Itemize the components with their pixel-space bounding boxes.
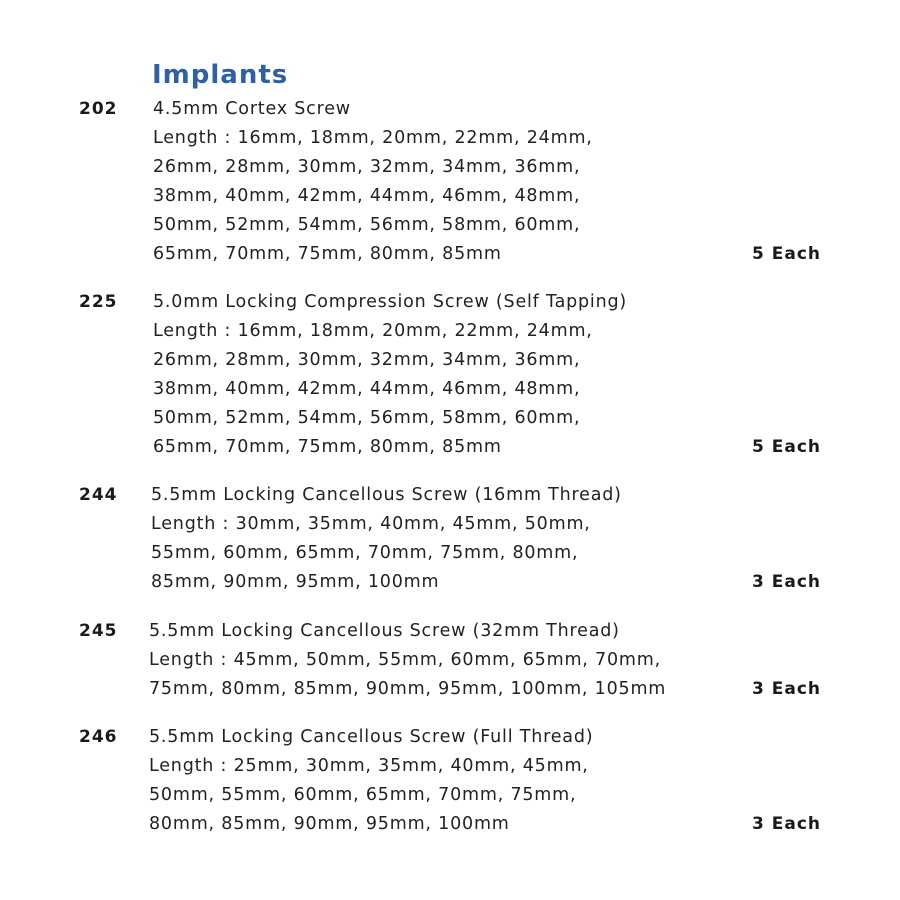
size-line: 55mm, 60mm, 65mm, 70mm, 75mm, 80mm, <box>151 543 579 563</box>
item-code: 246 <box>79 727 118 747</box>
size-line: 26mm, 28mm, 30mm, 32mm, 34mm, 36mm, <box>153 157 581 177</box>
item-quantity: 3 Each <box>751 814 821 834</box>
item-name: 5.0mm Locking Compression Screw (Self Tapping) <box>153 292 628 312</box>
size-line: Length : 25mm, 30mm, 35mm, 40mm, 45mm, <box>149 756 589 776</box>
item-name: 5.5mm Locking Cancellous Screw (16mm Thread) <box>151 485 622 505</box>
size-line: 85mm, 90mm, 95mm, 100mm <box>151 572 440 592</box>
item-quantity: 3 Each <box>751 572 821 592</box>
size-line: 50mm, 55mm, 60mm, 65mm, 70mm, 75mm, <box>149 785 577 805</box>
item-quantity: 5 Each <box>751 437 821 457</box>
item-name: 5.5mm Locking Cancellous Screw (Full Thread) <box>149 727 594 747</box>
size-line: 38mm, 40mm, 42mm, 44mm, 46mm, 48mm, <box>153 186 581 206</box>
size-line: Length : 16mm, 18mm, 20mm, 22mm, 24mm, <box>153 128 593 148</box>
item-code: 202 <box>79 99 118 119</box>
size-line: 38mm, 40mm, 42mm, 44mm, 46mm, 48mm, <box>153 379 581 399</box>
item-name: 5.5mm Locking Cancellous Screw (32mm Thread) <box>149 621 620 641</box>
item-name: 4.5mm Cortex Screw <box>153 99 351 119</box>
item-code: 225 <box>79 292 118 312</box>
item-description <box>149 723 593 839</box>
size-line: 26mm, 28mm, 30mm, 32mm, 34mm, 36mm, <box>153 350 581 370</box>
item-code: 245 <box>79 621 118 641</box>
size-line: Length : 16mm, 18mm, 20mm, 22mm, 24mm, <box>153 321 593 341</box>
size-line: 50mm, 52mm, 54mm, 56mm, 58mm, 60mm, <box>153 215 581 235</box>
size-line: Length : 45mm, 50mm, 55mm, 60mm, 65mm, 70mm, <box>149 650 661 670</box>
size-line: Length : 30mm, 35mm, 40mm, 45mm, 50mm, <box>151 514 591 534</box>
item-code: 244 <box>79 485 118 505</box>
size-line: 80mm, 85mm, 90mm, 95mm, 100mm <box>149 814 510 834</box>
section-heading: Implants <box>152 60 289 90</box>
item-quantity: 5 Each <box>751 244 821 264</box>
item-description <box>151 481 622 597</box>
item-description <box>153 95 593 269</box>
size-line: 50mm, 52mm, 54mm, 56mm, 58mm, 60mm, <box>153 408 581 428</box>
size-line: 65mm, 70mm, 75mm, 80mm, 85mm <box>153 244 502 264</box>
size-line: 65mm, 70mm, 75mm, 80mm, 85mm <box>153 437 502 457</box>
size-line: 75mm, 80mm, 85mm, 90mm, 95mm, 100mm, 105mm <box>149 679 667 699</box>
item-description <box>153 288 627 462</box>
item-description <box>149 617 666 704</box>
item-quantity: 3 Each <box>751 679 821 699</box>
